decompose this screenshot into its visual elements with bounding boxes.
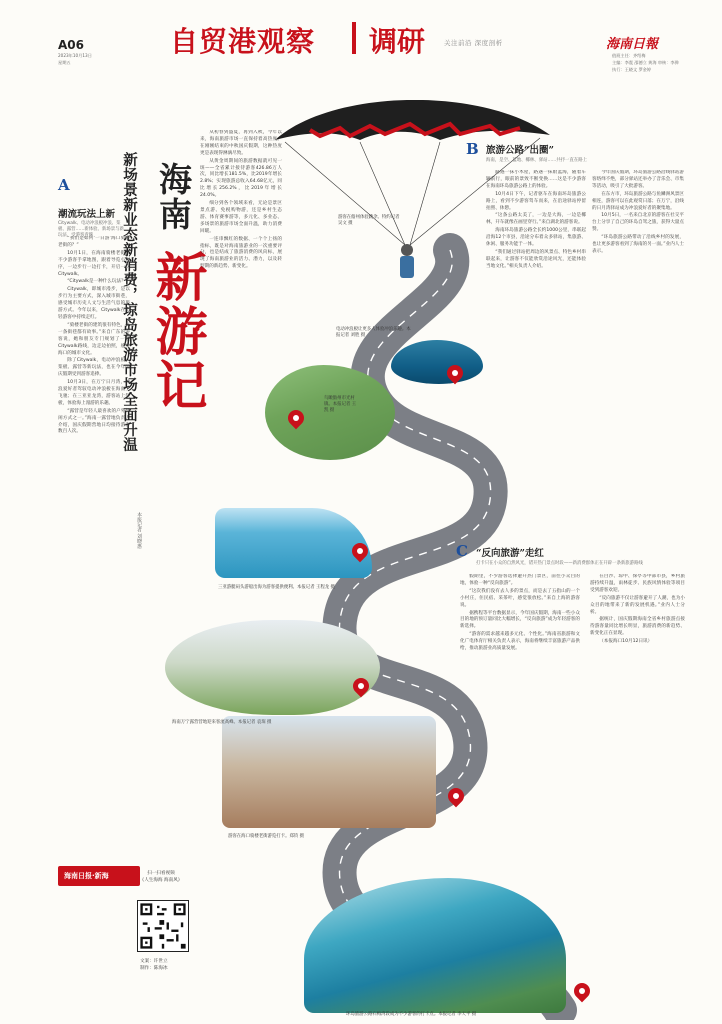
body-paragraph: “骑楼老街的建筑很有特色，每一条街巷都有故事。”来自广东的游客说，她和朋友专门规划了一条Citywalk路线，边走边拍照，感受海口的城市文化。 <box>58 322 130 356</box>
section-a-title: 潮流玩法上新 <box>58 209 116 220</box>
qr-code-icon[interactable] <box>137 900 189 952</box>
newspaper-logo: 海南日報 <box>606 37 659 52</box>
location-pin-icon <box>352 543 368 563</box>
intro-column <box>200 130 282 310</box>
issue-date: 2023年10月13日 <box>58 53 92 58</box>
section-c-letter: C <box>456 542 468 560</box>
section-a-body <box>58 236 130 858</box>
body-paragraph: “环岛旅游公路带动了沿线乡村的发展，也让更多游客看到了海南的另一面。”业内人士表示。 <box>592 235 684 254</box>
intro-paragraph: 从初春到盛夏，再到入秋，今年以来，海南旅游市场一直保持着高热度。在刚刚结束的中秋国庆假期，这种热度更是表现得淋漓尽致。 <box>200 130 282 156</box>
body-paragraph: 在东方市，环岛旅游公路与鱼鳞洲风景区相连，游客可以在此观赏日落；在万宁，沿线的日月湾驿站成为冲浪爱好者的聚集地。 <box>592 191 684 211</box>
qr-caption-line: 《人生海海 海南风》 <box>139 878 183 883</box>
column-slogan: 关注前沿 深度剖析 <box>444 39 503 47</box>
body-paragraph: 10月3日，在万宁日月湾，冲浪爱好者驾驭电动冲浪板在海面上飞驰；在三亚亚龙湾，游客站上桨板，体验海上漫游的乐趣。 <box>58 380 130 406</box>
section-b-subtitle: 海南，是空、蓝地、椰林、驿站……共抒一直在路上 <box>486 158 587 163</box>
editor-credits <box>612 52 694 73</box>
photo-caption: 海南万宁露营营地迎来客流高峰。本报记者 袁琛 摄 <box>172 720 272 725</box>
photo-caption: 鸟瞰儋州市光村镇。本报记者 王凯 摄 <box>324 396 357 413</box>
editor-line: 值班主任：齐绍梅 <box>612 53 646 58</box>
body-paragraph: “我们是如何‘一日游’海口骑楼老街的？” <box>58 236 130 248</box>
column-subtitle: 调研 <box>369 25 426 58</box>
qr-caption <box>120 870 202 884</box>
issue-weekday: 星期五 <box>58 60 71 65</box>
body-paragraph: 10月5日，一名来自北京的游客在社交平台上分享了自己的环岛自驾之旅，获得大量点赞。 <box>592 213 684 233</box>
credit-writer: 文案：许世立 <box>140 959 168 964</box>
intro-paragraph: 一连串飘红的数据、一个个上扬的指标，既是对海南旅游业的一次重要评分，也是结成了旅游消费的风向标，展现了海南旅游业的活力、潜力，以及转型期的新趋势、新变化。 <box>200 236 282 270</box>
body-paragraph: 在白沙、琼中、保亭等中部市县，乡村旅游持续升温，雨林徒步、民族风情体验等项目受到游客欢迎。 <box>590 574 685 593</box>
body-paragraph: “反向旅游不仅让游客避开了人潮，也为小众目的地带来了新的发展机遇。”业内人士分析。 <box>590 595 685 615</box>
section-a-letter: A <box>58 176 70 194</box>
body-paragraph: “我们通过驿站把周边的风景点、特色乡村串联起来，让游客不仅能欣赏沿途风光，还能体验当地文化。”相关负责人介绍。 <box>486 249 586 269</box>
section-b-body-1 <box>486 170 586 610</box>
body-paragraph: “这条公路太美了，一边是大海，一边是椰林，开车就像在画里穿行。”来自湖北的游客说。 <box>486 213 586 226</box>
page-number: A06 <box>58 38 84 52</box>
body-paragraph: 路遇一抹小木屋，路遇一抹蔚蓝海，随着车辆前行，眼前的景致不断变换……这是不少游客在海南环岛旅游公路上的体验。 <box>486 170 586 189</box>
body-paragraph: 海南环岛旅游公路全长约1000公里，串联起沿海12个市县，沿途分布着众多驿站，集旅游、休闲、服务功能于一体。 <box>486 228 586 248</box>
location-pin-icon <box>574 983 590 1003</box>
body-paragraph: “露营是年轻人最喜欢的户外休闲方式之一。”海南一露营地负责人介绍，国庆假期营地日均接待游客数百人次。 <box>58 408 130 435</box>
body-paragraph: 据统计，国庆假期海南全省乡村旅游点接待游客量同比增长明显，旅游消费的新趋势、新变化正在显现。 <box>590 617 685 637</box>
body-paragraph: “Citywalk是一种什么玩法？” <box>67 279 129 285</box>
column-title: 自贸港观察 <box>170 25 316 58</box>
photo-caption: 三亚游艇码头游船出海为游客提供便利。本报记者 王程龙 摄 <box>218 585 335 590</box>
byline: 本报记者 刘晓惠 <box>136 512 142 549</box>
photo-jetski <box>391 340 483 384</box>
body-paragraph: 10月4日下午，记者驱车在海南环岛旅游公路上，看到不少游客驾车而来，在沿途驿站停留拍照、休憩。 <box>486 191 586 211</box>
body-paragraph: “这次我们没有去人多的景点，而是去了五指山的一个小村庄，住民宿、采茶叶，感觉很放松。”来自上海的游客说。 <box>460 588 580 608</box>
intro-paragraph: 细分到各个领域来看，无论是景区景点游、免税购物游，还是乡村生态游、体育赛事游等，多元化、多业态、多场景的旅游市场全面升温，助力消费回暖。 <box>200 201 282 234</box>
location-pin-icon <box>353 678 369 698</box>
section-a-subtitle: Citywalk、电动冲浪板冲浪、桨板、露营……新体验、新场景与新玩法，受游客青睐 <box>58 221 124 238</box>
body-paragraph: 今年国庆假期，环岛旅游公路沿线驿站游客络绎不绝，部分驿站还举办了音乐会、市集等活动，吸引了大批游客。 <box>592 170 684 189</box>
body-paragraph: 除了Citywalk，电动冲浪板、桨板、露营等新玩法，也在今年国庆假期受到游客追捧。 <box>58 358 130 378</box>
photo-caption: 游客在儋州体验跳伞。特约记者 吴文 摄 <box>338 215 400 226</box>
body-paragraph: Citywalk，即城市漫步，是以步行为主要方式，深入城市街巷，感受城市历史人文与生活气息的旅游方式。今年以来，Citywalk在年轻游客中持续走红。 <box>58 287 130 320</box>
photo-arcade-street <box>222 716 436 828</box>
location-pin-icon <box>288 410 304 430</box>
editor-line: 主编：李震 邵德立 黄海 审核：李骅 <box>612 60 679 65</box>
photo-caption: 游客在海口骑楼老街游览打卡。郑钧 摄 <box>228 834 305 839</box>
section-c-subtitle: 打卡只在小众的自然风光，错开热门景点时段——新消费群体正在开辟一条新旅游路线 <box>476 561 643 566</box>
section-b-body-2 <box>592 170 684 530</box>
body-paragraph: （本报海口10月12日讯） <box>599 639 653 645</box>
credit-designer: 制作：陈海冰 <box>140 966 168 971</box>
body-paragraph: 据携程等平台数据显示，今年国庆假期，海南一些小众目的地的预订量同比大幅增长，“反向旅游”成为年轻游客的新选择。 <box>460 610 580 630</box>
photo-camping <box>165 620 380 715</box>
headline-subtitle: 新场景新业态新消费，琼岛旅游市场全面升温 <box>121 152 138 452</box>
section-c-title: “反向旅游”走红 <box>476 548 544 559</box>
body-paragraph: 10月1日，在海南骑楼老街，不少游客手拿地图，跟着导览小程序，一边步行一边打卡，开启一次Citywalk。 <box>58 250 130 277</box>
headline-main-2: 新游记 <box>146 250 207 412</box>
title-divider <box>352 22 356 54</box>
section-c-body-2 <box>590 574 685 974</box>
app-logo-text: 海南日报·新海 <box>64 872 109 880</box>
section-b-letter: B <box>466 140 479 158</box>
body-paragraph: 假期里，不少游客选择避开热门景区，前往小众目的地，体验一种“反向旅游”。 <box>460 574 580 586</box>
credits <box>140 958 168 972</box>
section-c-body-1 <box>460 574 580 864</box>
qr-caption-line: 扫一扫看视频 <box>147 871 175 876</box>
body-paragraph: “游客的需求越来越多元化、个性化。”海南省旅游和文化广电体育厅相关负责人表示，海南将继续丰富旅游产品供给，推动旅游业高质量发展。 <box>460 632 580 652</box>
location-pin-icon <box>447 365 463 385</box>
photo-caption: 环岛旅游公路石梅湾段成为不少游客的打卡点。本报记者 李天平 摄 <box>346 1012 477 1017</box>
intro-paragraph: 从黄金周期间的旅游数据就可见一斑——全省累计接待游客426.86万人次，同比增长181.5%，比2019年增长2.8%；实现旅游总收入64.68亿元，同比增长256.2%，比2019年增长24.0%。 <box>200 158 282 199</box>
headline-main-1: 海南 <box>154 162 193 232</box>
section-b-title: 旅游公路“出圈” <box>486 145 554 156</box>
photo-caption: 电动冲浪板让更多人体验冲浪乐趣。本报记者 刘胜 摄 <box>336 327 411 338</box>
editor-line: 执行：王晓文 罗金婷 <box>612 67 652 72</box>
